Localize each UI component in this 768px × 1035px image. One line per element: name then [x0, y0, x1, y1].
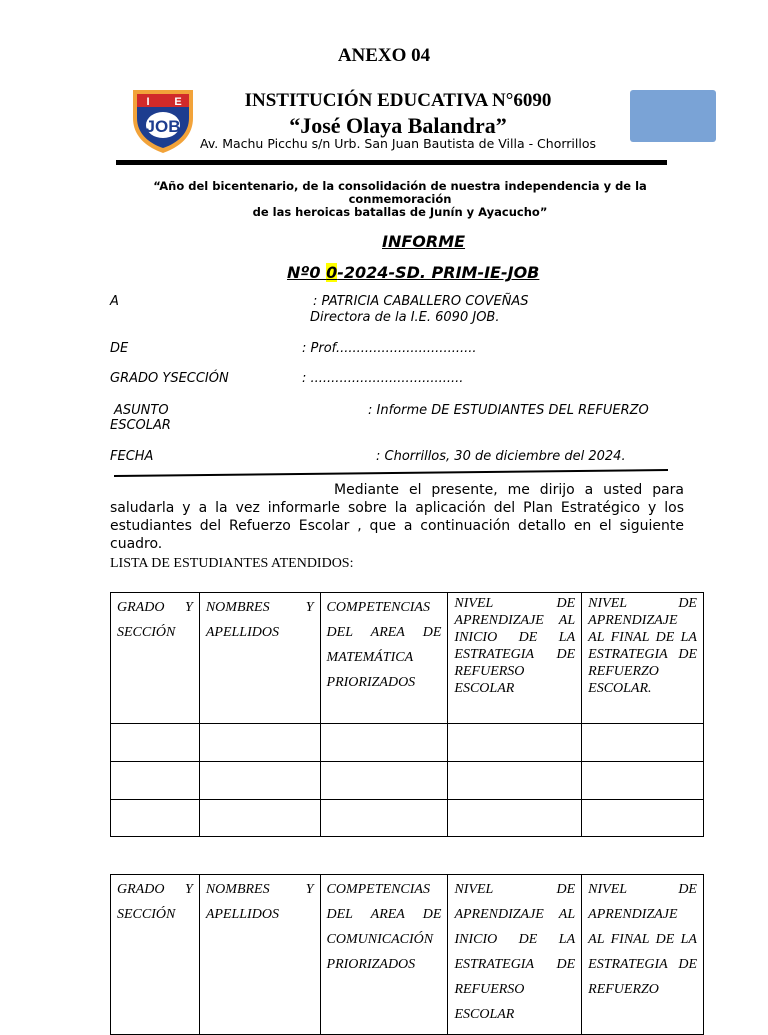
- col-header-competencies: COMPETENCIAS DEL AREA DE MATEMÁTICA PRIORIZADOS: [320, 593, 448, 724]
- report-number: [287, 263, 539, 282]
- grade-value: : .....................................: [302, 371, 464, 386]
- table-cell[interactable]: [448, 724, 582, 762]
- table-cell[interactable]: [199, 724, 320, 762]
- table-cell[interactable]: [111, 724, 200, 762]
- table-header-row: [111, 593, 704, 724]
- table-row: [111, 762, 704, 800]
- table-cell[interactable]: [582, 762, 704, 800]
- to-label: A: [110, 294, 119, 309]
- logo-letter-right: E: [174, 96, 182, 108]
- col-header-initial-level: NIVEL DE APRENDIZAJE AL INICIO DE LA ESTRATEGIA DE REFUERSO ESCOLAR: [448, 875, 582, 1035]
- institution-name: “José Olaya Balandra”: [289, 113, 507, 138]
- report-number-highlight: 0: [326, 263, 338, 282]
- table-cell[interactable]: [582, 800, 704, 837]
- subject-label: ASUNTO: [114, 403, 169, 418]
- table-cell[interactable]: [199, 800, 320, 837]
- motto-line-3: de las heroicas batallas de Junín y Ayacucho”: [252, 205, 548, 219]
- col-header-names: NOMBRES Y APELLIDOS: [199, 875, 320, 1035]
- header-divider: [116, 160, 667, 165]
- col-header-final-level: NIVEL DE APRENDIZAJE AL FINAL DE LA ESTRATEGIA DE REFUERZO ESCOLAR.: [582, 593, 704, 724]
- table-cell[interactable]: [111, 762, 200, 800]
- report-title: INFORME: [382, 232, 466, 251]
- col-header-final-level: NIVEL DE APRENDIZAJE AL FINAL DE LA ESTRATEGIA DE REFUERZO: [582, 875, 704, 1035]
- table-row: [111, 724, 704, 762]
- col-header-grade: GRADO Y SECCIÓN: [111, 593, 200, 724]
- communication-students-table: [110, 874, 704, 1035]
- col-header-competencies: COMPETENCIAS DEL AREA DE COMUNICACIÓN PRIORIZADOS: [320, 875, 448, 1035]
- blue-placeholder-box: [630, 90, 716, 142]
- table-cell[interactable]: [199, 762, 320, 800]
- col-header-initial-level: NIVEL DE APRENDIZAJE AL INICIO DE LA ESTRATEGIA DE REFUERSO ESCOLAR: [448, 593, 582, 724]
- table-cell[interactable]: [448, 800, 582, 837]
- date-value: : Chorrillos, 30 de diciembre del 2024.: [376, 449, 626, 464]
- table-row: [111, 800, 704, 837]
- from-value: : Prof..................................: [302, 341, 477, 356]
- grade-label: GRADO YSECCIÓN: [110, 371, 229, 386]
- table-cell[interactable]: [320, 762, 448, 800]
- school-shield-logo: [131, 88, 195, 154]
- annex-title: ANEXO 04: [337, 45, 431, 66]
- intro-text-2: saludarla y a la vez informarle sobre la aplicación del Plan Estratégico y los estudiantes del Refuerzo Escolar , que a continuación detallo en el siguiente cuadro.: [110, 500, 684, 552]
- institution-address: Av. Machu Picchu s/n Urb. San Juan Bautista de Villa - Chorrillos: [200, 136, 596, 151]
- subject-value: : Informe DE ESTUDIANTES DEL REFUERZO: [368, 403, 649, 418]
- year-motto: [150, 180, 650, 219]
- table-cell[interactable]: [582, 724, 704, 762]
- subject-label-continued: ESCOLAR: [110, 418, 171, 433]
- table-cell[interactable]: [448, 762, 582, 800]
- report-number-suffix: -2024-SD. PRIM-IE-JOB: [337, 263, 540, 282]
- table-cell[interactable]: [320, 724, 448, 762]
- from-label: DE: [110, 341, 129, 356]
- fields-divider: [114, 468, 668, 478]
- report-number-prefix: Nº0: [287, 263, 327, 282]
- logo-monogram: JOB: [145, 117, 181, 136]
- institution-title: INSTITUCIÓN EDUCATIVA N°6090: [244, 90, 552, 111]
- table-cell[interactable]: [111, 800, 200, 837]
- students-list-title: LISTA DE ESTUDIANTES ATENDIDOS:: [110, 556, 354, 571]
- table-header-row: [111, 875, 704, 1035]
- intro-text-1: Mediante el presente, me dirijo a usted para: [334, 482, 684, 498]
- logo-letter-left: I: [146, 96, 150, 108]
- col-header-grade: GRADO Y SECCIÓN: [111, 875, 200, 1035]
- to-value: : PATRICIA CABALLERO COVEÑAS: [313, 294, 529, 309]
- col-header-names: NOMBRES Y APELLIDOS: [199, 593, 320, 724]
- to-role: Directora de la I.E. 6090 JOB.: [310, 310, 500, 325]
- intro-paragraph: [110, 481, 684, 553]
- table-cell[interactable]: [320, 800, 448, 837]
- math-students-table: [110, 592, 704, 837]
- motto-line-2: conmemoración: [348, 192, 452, 206]
- motto-line-1: “Año del bicentenario, de la consolidación de nuestra independencia y de la: [153, 179, 647, 193]
- date-label: FECHA: [110, 449, 154, 464]
